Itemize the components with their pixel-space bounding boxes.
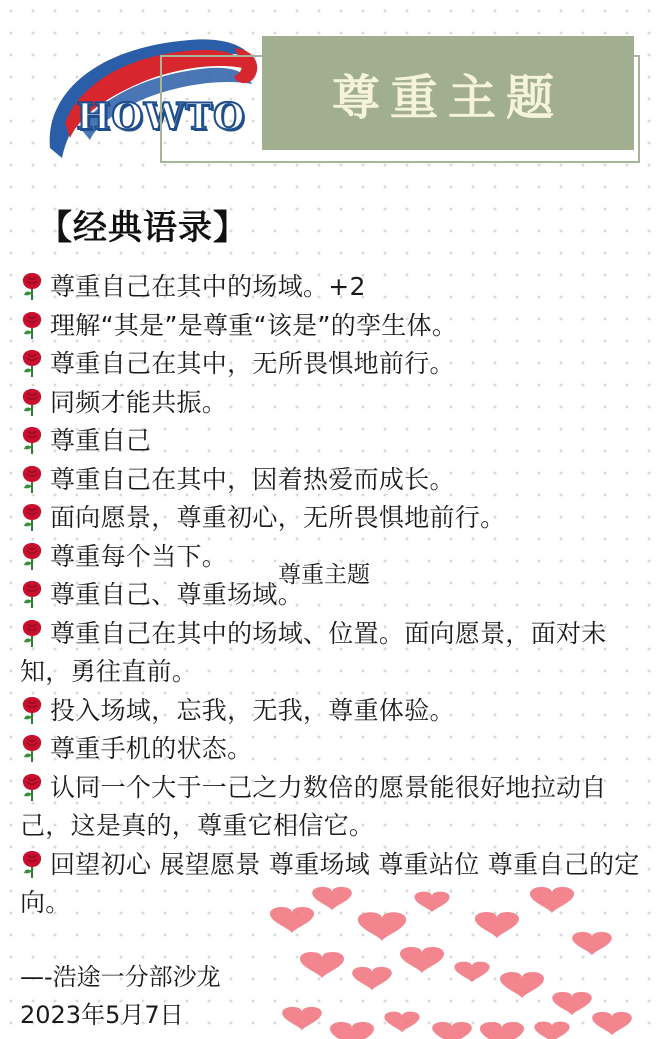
quote-text: 尊重自己在其中的场域。+2 — [50, 272, 366, 301]
heart-icon — [300, 952, 344, 979]
signature — [20, 958, 221, 1034]
quote-text: 面向愿景，尊重初心，无所畏惧地前行。 — [50, 503, 506, 532]
hearts-decoration — [262, 870, 660, 1039]
page-title: 尊重主题 — [331, 69, 564, 126]
heart-icon — [454, 962, 489, 983]
quote-item — [20, 692, 640, 731]
rose-icon — [20, 387, 44, 417]
quote-text: 尊重自己 — [50, 426, 152, 455]
rose-icon — [20, 618, 44, 648]
overlay-title-text: 尊重主题 — [278, 562, 370, 588]
quote-text: 尊重自己在其中，因着热爱而成长。 — [50, 464, 455, 494]
heart-icon — [475, 912, 519, 939]
heart-icon — [330, 1022, 374, 1039]
quote-text: 尊重自己在其中的场域、位置。面向愿景，面对未知，勇往直前。 — [20, 618, 607, 686]
quote-list — [20, 268, 640, 923]
quote-item — [20, 345, 640, 384]
quote-text: 投入场域，忘我，无我，尊重体验。 — [50, 695, 455, 725]
rose-icon — [20, 271, 44, 301]
heart-icon — [358, 912, 406, 941]
quote-item — [20, 268, 640, 307]
heart-icon — [552, 992, 592, 1016]
quote-text: 尊重每个当下。 — [50, 541, 228, 571]
quote-text: 认同一个大于一己之力数倍的愿景能很好地拉动自己，这是真的，尊重它相信它。 — [20, 772, 607, 840]
rose-icon — [20, 733, 44, 763]
rose-icon — [20, 425, 44, 455]
quote-text: 尊重自己在其中，无所畏惧地前行。 — [50, 349, 455, 378]
logo-text: HOWTO — [76, 96, 246, 138]
heart-icon — [572, 932, 612, 956]
quote-item — [20, 422, 640, 461]
heart-icon — [530, 887, 574, 914]
rose-icon — [20, 695, 44, 725]
rose-icon — [20, 310, 44, 340]
quote-text: 回望初心 展望愿景 尊重场域 尊重站位 尊重自己的定向。 — [20, 849, 640, 917]
heart-icon — [352, 967, 392, 991]
quote-item — [20, 307, 640, 346]
heart-icon — [534, 1022, 569, 1039]
heart-icon — [270, 907, 314, 934]
signature-author: —-浩途一分部沙龙 — [20, 963, 221, 991]
signature-date: 2023年5月7日 — [20, 1001, 184, 1029]
heart-icon — [480, 1022, 524, 1039]
quote-text: 尊重手机的状态。 — [50, 734, 253, 763]
quote-item — [20, 615, 640, 692]
quote-item — [20, 384, 640, 423]
rose-icon — [20, 772, 44, 802]
rose-icon — [20, 541, 44, 571]
quote-item — [20, 461, 640, 500]
quote-text: 同频才能共振。 — [50, 387, 228, 417]
heart-icon — [312, 887, 352, 911]
section-heading: 【经典语录】 — [38, 208, 248, 248]
heart-icon — [500, 972, 544, 999]
quote-item — [20, 499, 640, 538]
quote-item — [20, 730, 640, 769]
rose-icon — [20, 849, 44, 879]
quote-text: 理解“其是”是尊重“该是”的孪生体。 — [50, 310, 458, 340]
heart-icon — [592, 1012, 632, 1036]
heart-icon — [414, 892, 449, 913]
rose-icon — [20, 464, 44, 494]
heart-icon — [400, 947, 444, 974]
rose-icon — [20, 579, 44, 609]
rose-icon — [20, 348, 44, 378]
heart-icon — [384, 1012, 419, 1033]
heart-icon — [432, 1022, 472, 1039]
quote-item — [20, 769, 640, 846]
heart-icon — [282, 1007, 322, 1031]
rose-icon — [20, 502, 44, 532]
quote-text: 尊重自己、尊重场域。 — [50, 580, 304, 609]
